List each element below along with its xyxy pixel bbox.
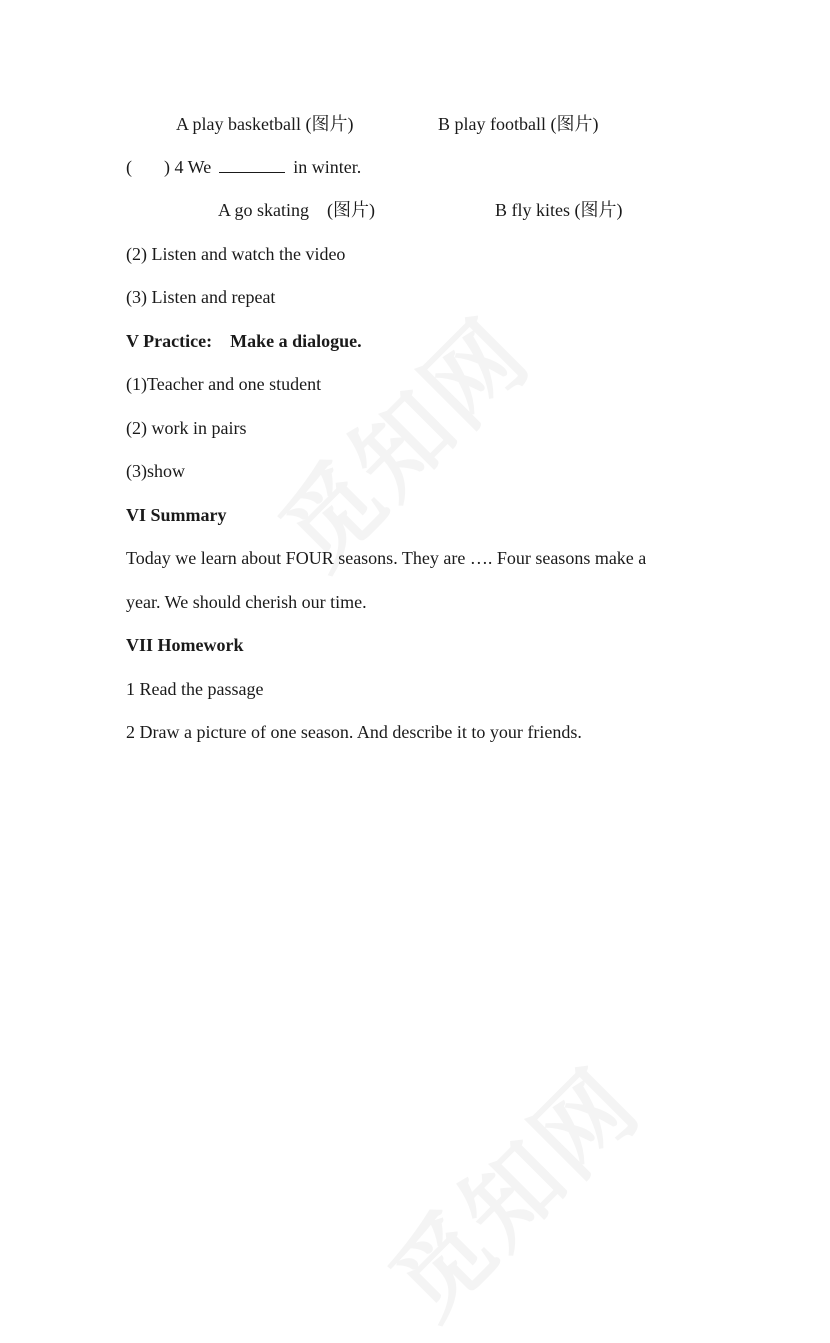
question-4: [126, 155, 361, 179]
answer-paren-open: (: [126, 157, 132, 177]
option-b-kites: B fly kites (图片): [495, 200, 623, 220]
practice-item: (2) work in pairs: [126, 418, 247, 438]
step-watch-video: (2) Listen and watch the video: [126, 244, 346, 264]
watermark-bottom: [355, 1034, 664, 1343]
fill-in-blank: [219, 156, 285, 173]
summary-line-2: year. We should cherish our time.: [126, 592, 367, 612]
summary-heading: VI Summary: [126, 505, 227, 525]
option-b-football: B play football (图片): [438, 114, 599, 134]
option-a-skating: A go skating (图片): [218, 200, 375, 220]
question-4-tail: in winter.: [293, 157, 362, 177]
homework-item: 1 Read the passage: [126, 679, 264, 699]
practice-item: (1)Teacher and one student: [126, 374, 322, 394]
practice-heading: V Practice: Make a dialogue.: [126, 331, 362, 351]
homework-heading: VII Homework: [126, 635, 244, 655]
summary-line-1: Today we learn about FOUR seasons. They are …. Four seasons make a: [126, 548, 647, 568]
practice-item: (3)show: [126, 461, 185, 481]
option-a-basketball: A play basketball (图片): [176, 114, 354, 134]
homework-item: 2 Draw a picture of one season. And describe it to your friends.: [126, 722, 582, 742]
question-4-prefix: ) 4 We: [164, 157, 212, 177]
step-repeat: (3) Listen and repeat: [126, 287, 276, 307]
